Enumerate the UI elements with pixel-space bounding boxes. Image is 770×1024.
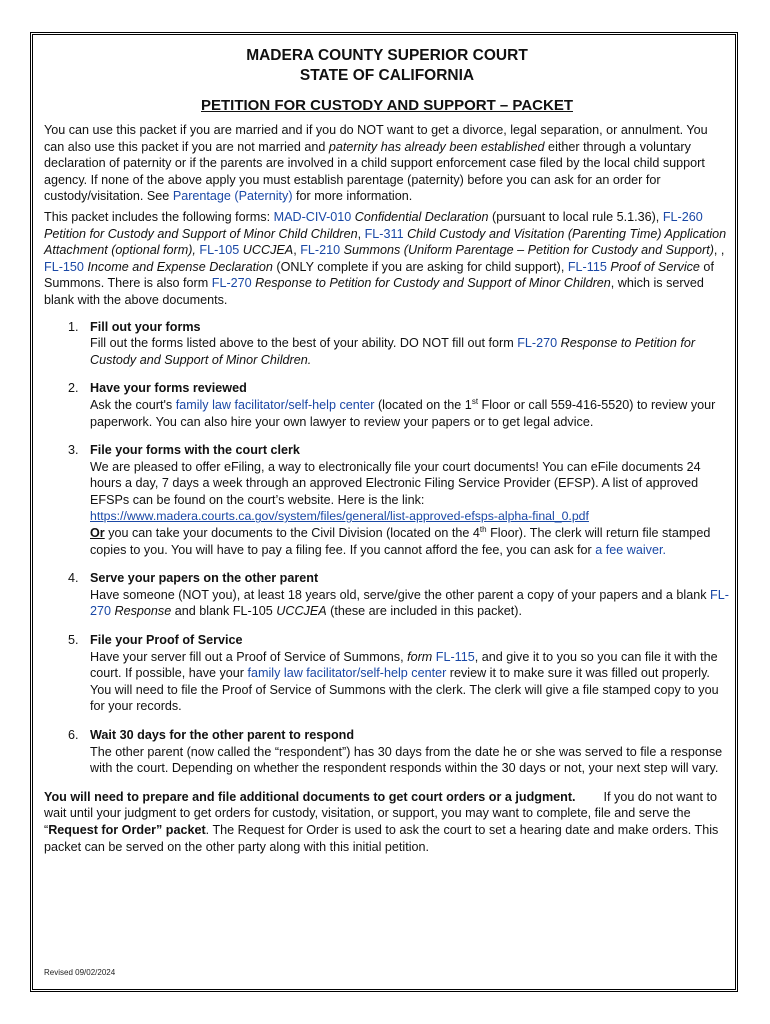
closing-paragraph (44, 789, 730, 855)
form-name: Proof of Service (610, 259, 700, 274)
forms-paragraph: This packet includes the following forms: MAD-CIV-010 Confidential Declaration (pursuant to local rule 5.1.36), FL-260 Petition for Custody and Support of Minor Child Children, FL-311 Child Custody and Visitation (Parenting Time) Application Attachment (optional form), FL-105 UCCJEA, FL-210 Summons (Uniform Parentage – Petition for Custody and Support), , FL-150 Income and Expense Declaration (ONLY complete if you are asking for child support), FL-115 Proof of Service of Summons. There is also form FL-270 Response to Petition for Custody and Support of Minor Children, which is served blank with the above documents. (44, 209, 727, 307)
intro-paragraph (44, 122, 730, 205)
closing-text: If you do not want to wait until your judgment to get orders for custody, visitation, or support, you may want to complete, file and serve the “ (44, 789, 721, 837)
forms-text: , which is served blank with the above documents. (44, 276, 704, 307)
forms-text: (pursuant to local rule 5.1.36), (488, 209, 663, 224)
step-text: Have someone (NOT you), at least 18 years old, serve/give the other parent a copy of your papers and a blank (90, 587, 711, 602)
form-link-fl-311[interactable]: FL-311 (364, 226, 404, 241)
step-heading: Wait 30 days for the other parent to respond (90, 728, 355, 742)
packet-title: PETITION FOR CUSTODY AND SUPPORT – PACKET (201, 97, 573, 114)
intro-text: either through a voluntary declaration of paternity or if the parents are involved in a child support enforcement case filed by the local child support agency. If none of the above apply you must establish parentage (paternity) before you can ask for an order for custody/visitation. See (44, 139, 705, 204)
step-text: review it to make sure it was filled out properly. You will need to file the Proof of Service of Summons with the clerk. The clerk will give a file stamped copy to you for your records. (90, 666, 719, 714)
self-help-center-link[interactable]: family law facilitator/self-help center (247, 666, 447, 681)
form-link-fl-270[interactable]: FL-270 (211, 276, 252, 291)
forms-text: (ONLY complete if you are asking for child support), (272, 259, 568, 274)
step-text: Floor). The clerk will return file stamped copies to you. You will have to pay a filing fee. If you cannot afford the fee, you can ask for (90, 526, 711, 557)
document-body (44, 46, 730, 855)
form-link-fl-210[interactable]: FL-210 (300, 243, 341, 258)
step-text: The other parent (now called the “respondent”) has 30 days from the date he or she was served to file a response with the court. Depending on whether the respondent responds within the 30 days or not, your next step will vary. (90, 744, 723, 776)
state-name: STATE OF CALIFORNIA (299, 67, 475, 84)
step-text: Ask the court's (90, 397, 176, 412)
form-name: Child Custody and Visitation (Parenting Time) Application Attachment (optional form), (44, 226, 727, 258)
closing-bold: You will need to prepare and file additional documents to get court orders or a judgment. (44, 789, 576, 804)
form-link-mad-civ-010[interactable]: MAD-CIV-010 (273, 209, 352, 224)
intro-text: for more information. (292, 189, 413, 204)
superscript: th (479, 524, 487, 534)
steps-list (44, 319, 730, 777)
efsp-list-url[interactable]: https://www.madera.courts.ca.gov/system/files/general/list-approved-efsps-alpha-final_0.pdf (90, 509, 589, 524)
step-italic: form (407, 649, 433, 664)
step-text: Floor or call 559-416-5520) to review your paperwork. You can also hire your own lawyer to review your papers or to get legal advice. (90, 397, 716, 429)
step-heading: Serve your papers on the other parent (90, 571, 319, 586)
step-text: and blank FL-105 (171, 604, 277, 619)
step-6 (44, 727, 730, 777)
step-number: 2. (68, 381, 79, 396)
step-italic: Response (111, 604, 172, 619)
step-number: 4. (68, 571, 79, 586)
step-italic: UCCJEA (276, 604, 327, 619)
step-number: 5. (68, 633, 79, 648)
form-link-fl-260[interactable]: FL-260 (662, 209, 703, 224)
form-name: Confidential Declaration (354, 209, 489, 224)
form-name: UCCJEA (242, 243, 294, 258)
step-text: Fill out the forms listed above to the best of your ability. DO NOT fill out form (90, 336, 518, 351)
step-number: 6. (68, 728, 79, 742)
parentage-link[interactable]: Parentage (Paternity) (172, 189, 293, 204)
form-link-fl-115[interactable]: FL-115 (567, 259, 607, 274)
request-for-order-label: Request for Order” packet (48, 822, 206, 837)
step-text: you can take your documents to the Civil Division (located on the 4 (104, 526, 480, 541)
form-link-fl-270[interactable]: FL-270 (517, 336, 558, 351)
step-italic: Response to Petition for Custody and Support of Minor Children. (90, 336, 696, 367)
superscript: st (471, 396, 479, 406)
step-3 (44, 442, 730, 558)
forms-text: This packet includes the following forms: (44, 209, 274, 224)
or-label: Or (90, 526, 105, 541)
closing-text: . The Request for Order is used to ask the court to set a hearing date and make orders. This packet can be served on the other party along with this initial petition. (44, 822, 719, 854)
fee-waiver-link[interactable]: a fee waiver. (595, 542, 666, 557)
step-1 (44, 319, 730, 369)
form-link-fl-150[interactable]: FL-150 (44, 259, 84, 274)
forms-text: of Summons. There is also form (44, 259, 714, 291)
step-heading: File your forms with the court clerk (90, 443, 300, 458)
intro-text: You can use this packet if you are married and if you do NOT want to get a divorce, legal separation, or annulment. You can also use this packet if you are not married and (44, 123, 708, 154)
self-help-center-link[interactable]: family law facilitator/self-help center (175, 397, 375, 412)
step-heading: Have your forms reviewed (90, 381, 247, 396)
step-4 (44, 570, 730, 620)
step-5 (44, 632, 730, 715)
form-link-fl-115[interactable]: FL-115 (432, 649, 475, 664)
forms-text: , , (713, 243, 725, 258)
step-heading: File your Proof of Service (90, 633, 243, 648)
step-text: (these are included in this packet). (326, 604, 522, 619)
form-link-fl-270[interactable]: FL-270 (90, 587, 729, 619)
step-number: 1. (68, 319, 79, 334)
form-name: Summons (Uniform Parentage – Petition for Custody and Support) (343, 243, 714, 258)
form-link-fl-105[interactable]: FL-105 (199, 243, 240, 258)
form-name: Petition for Custody and Support of Minor Child Children (44, 226, 358, 241)
step-2 (44, 380, 730, 430)
intro-italic: paternity has already been established (328, 139, 545, 154)
step-text: , and give it to you so you can file it with the court. If possible, have your (90, 649, 718, 681)
step-heading: Fill out your forms (90, 319, 201, 334)
step-text: We are pleased to offer eFiling, a way to electronically file your court documents! You can eFile documents 24 hours a day, 7 days a week through an approved Electronic Filing Service Provider (EFSP). A list of approved EFSPs can be found on the court’s website. Here is the link: (90, 459, 701, 507)
step-number: 3. (68, 443, 79, 458)
form-name: Response to Petition for Custody and Support of Minor Children (255, 276, 611, 291)
form-name: Income and Expense Declaration (87, 259, 273, 274)
revision-date: Revised 09/02/2024 (44, 968, 116, 977)
step-text: Have your server fill out a Proof of Service of Summons, (90, 649, 408, 664)
court-name: MADERA COUNTY SUPERIOR COURT (246, 47, 528, 64)
step-text: (located on the 1 (374, 397, 472, 412)
